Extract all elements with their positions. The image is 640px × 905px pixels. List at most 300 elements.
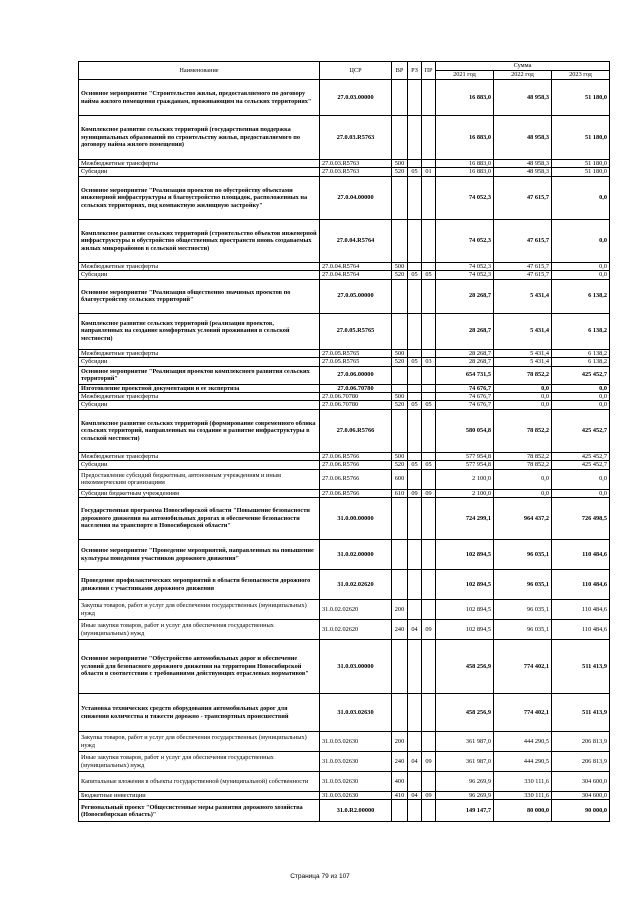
cell-name: Комплексное развитие сельских территорий (строительство объектов инженерной инфраструктуры и обустройство общественных пространств вновь создаваемых жилых микрорайонов в сельской местности) bbox=[79, 219, 320, 262]
table-row bbox=[79, 384, 610, 392]
cell-name: Субсидии bbox=[79, 358, 320, 366]
cell-csr: 27.0.04.R5764 bbox=[320, 219, 392, 262]
page-label: Страница bbox=[290, 873, 320, 880]
cell-pr bbox=[422, 540, 436, 570]
cell-name: Иные закупки товаров, работ и услуг для обеспечения государственных (муниципальных) нужд bbox=[79, 752, 320, 772]
cell-amount-2021: 724 299,1 bbox=[436, 498, 494, 540]
cell-pr bbox=[422, 366, 436, 384]
cell-vr bbox=[392, 540, 408, 570]
cell-amount-2023: 6 138,2 bbox=[552, 358, 610, 366]
cell-amount-2022: 80 000,0 bbox=[494, 800, 552, 822]
table-row bbox=[79, 409, 610, 452]
cell-amount-2023: 0,0 bbox=[552, 401, 610, 409]
cell-name: Межбюджетные трансферты bbox=[79, 262, 320, 270]
cell-pr: 09 bbox=[422, 752, 436, 772]
table-row bbox=[79, 168, 610, 176]
budget-table bbox=[78, 61, 610, 822]
cell-vr: 400 bbox=[392, 772, 408, 792]
cell-vr: 520 bbox=[392, 358, 408, 366]
cell-pr: 09 bbox=[422, 620, 436, 640]
cell-csr: 27.0.04.R5764 bbox=[320, 271, 392, 279]
cell-amount-2021: 458 256,9 bbox=[436, 640, 494, 694]
cell-name: Субсидии бюджетным учреждениям bbox=[79, 489, 320, 497]
cell-csr: 31.0.02.02620 bbox=[320, 570, 392, 600]
cell-name: Межбюджетные трансферты bbox=[79, 392, 320, 400]
table-row bbox=[79, 732, 610, 752]
cell-pr bbox=[422, 262, 436, 270]
cell-vr bbox=[392, 219, 408, 262]
cell-vr: 520 bbox=[392, 168, 408, 176]
table-row bbox=[79, 792, 610, 800]
cell-csr: 27.0.03.00000 bbox=[320, 80, 392, 116]
cell-pr bbox=[422, 80, 436, 116]
cell-amount-2023: 206 813,9 bbox=[552, 752, 610, 772]
cell-vr bbox=[392, 694, 408, 732]
cell-csr: 27.0.06.70780 bbox=[320, 401, 392, 409]
table-row bbox=[79, 498, 610, 540]
cell-rz bbox=[408, 540, 422, 570]
table-row bbox=[79, 262, 610, 270]
cell-amount-2022: 96 035,1 bbox=[494, 600, 552, 620]
cell-amount-2022: 0,0 bbox=[494, 469, 552, 489]
table-body bbox=[79, 80, 610, 822]
cell-rz bbox=[408, 498, 422, 540]
page-total: 107 bbox=[338, 873, 350, 880]
cell-amount-2021: 74 676,7 bbox=[436, 392, 494, 400]
cell-pr bbox=[422, 452, 436, 460]
cell-csr: 31.0.02.02620 bbox=[320, 600, 392, 620]
col-header-year-2022: 2022 год bbox=[494, 71, 552, 80]
cell-amount-2022: 96 035,1 bbox=[494, 620, 552, 640]
cell-amount-2021: 2 100,0 bbox=[436, 469, 494, 489]
cell-rz: 04 bbox=[408, 620, 422, 640]
cell-amount-2022: 78 852,2 bbox=[494, 366, 552, 384]
cell-amount-2022: 444 290,5 bbox=[494, 732, 552, 752]
cell-pr bbox=[422, 694, 436, 732]
cell-rz bbox=[408, 176, 422, 219]
cell-csr: 31.0.03.02630 bbox=[320, 752, 392, 772]
cell-amount-2021: 2 100,0 bbox=[436, 489, 494, 497]
table-row bbox=[79, 358, 610, 366]
cell-csr: 31.0.03.02630 bbox=[320, 732, 392, 752]
cell-pr bbox=[422, 349, 436, 357]
cell-amount-2022: 444 290,5 bbox=[494, 752, 552, 772]
cell-csr: 27.0.06.R5766 bbox=[320, 461, 392, 469]
table-row bbox=[79, 160, 610, 168]
cell-amount-2023: 6 138,2 bbox=[552, 279, 610, 313]
cell-amount-2023: 51 180,0 bbox=[552, 160, 610, 168]
cell-vr: 500 bbox=[392, 452, 408, 460]
cell-pr bbox=[422, 800, 436, 822]
cell-csr: 27.0.06.70780 bbox=[320, 392, 392, 400]
cell-csr: 31.0.03.02630 bbox=[320, 694, 392, 732]
cell-amount-2021: 16 883,0 bbox=[436, 80, 494, 116]
cell-amount-2022: 5 431,4 bbox=[494, 279, 552, 313]
cell-amount-2022: 96 035,1 bbox=[494, 540, 552, 570]
cell-pr bbox=[422, 384, 436, 392]
table-row bbox=[79, 461, 610, 469]
cell-rz bbox=[408, 262, 422, 270]
table-row bbox=[79, 489, 610, 497]
cell-amount-2023: 51 180,0 bbox=[552, 80, 610, 116]
cell-csr: 27.0.06.R5766 bbox=[320, 469, 392, 489]
cell-vr: 500 bbox=[392, 392, 408, 400]
cell-rz bbox=[408, 452, 422, 460]
cell-amount-2023: 511 413,9 bbox=[552, 640, 610, 694]
cell-amount-2021: 102 894,5 bbox=[436, 540, 494, 570]
cell-name: Основное мероприятие "Обустройство автомобильных дорог и обеспечение условий для безопасного дорожного движения на территории Новосибирской области в соответствии с требованиями действующих отраслевых нормативов" bbox=[79, 640, 320, 694]
cell-name: Основное мероприятие "Строительство жилья, предоставляемого по договору найма жилого помещения гражданам, проживающим на сельских территориях" bbox=[79, 80, 320, 116]
col-header-pr: ПР bbox=[422, 62, 436, 80]
table-row bbox=[79, 349, 610, 357]
cell-csr: 27.0.03.R5763 bbox=[320, 116, 392, 160]
cell-amount-2022: 78 852,2 bbox=[494, 461, 552, 469]
cell-name: Государственная программа Новосибирской области "Повышение безопасности дорожного движения на автомобильных дорогах и обеспечение безопасности населения на транспорте в Новосибирской области" bbox=[79, 498, 320, 540]
cell-rz bbox=[408, 349, 422, 357]
cell-rz bbox=[408, 694, 422, 732]
cell-csr: 27.0.05.R5765 bbox=[320, 313, 392, 349]
cell-amount-2023: 51 180,0 bbox=[552, 168, 610, 176]
cell-amount-2021: 102 894,5 bbox=[436, 620, 494, 640]
cell-amount-2023: 511 413,9 bbox=[552, 694, 610, 732]
cell-vr: 500 bbox=[392, 262, 408, 270]
cell-name: Бюджетные инвестиции bbox=[79, 792, 320, 800]
cell-vr: 520 bbox=[392, 461, 408, 469]
cell-amount-2023: 0,0 bbox=[552, 469, 610, 489]
cell-csr: 27.0.04.R5764 bbox=[320, 262, 392, 270]
cell-name: Капитальные вложения в объекты государственной (муниципальной) собственности bbox=[79, 772, 320, 792]
cell-pr bbox=[422, 409, 436, 452]
table-row bbox=[79, 80, 610, 116]
cell-csr: 31.0.03.02630 bbox=[320, 772, 392, 792]
cell-pr: 05 bbox=[422, 461, 436, 469]
cell-amount-2021: 361 987,0 bbox=[436, 732, 494, 752]
cell-rz bbox=[408, 732, 422, 752]
cell-amount-2021: 96 269,9 bbox=[436, 772, 494, 792]
cell-name: Закупка товаров, работ и услуг для обеспечения государственных (муниципальных) нужд bbox=[79, 600, 320, 620]
cell-name: Основное мероприятие "Проведение мероприятий, направленных на повышение культуры поведения участников дорожного движения" bbox=[79, 540, 320, 570]
cell-name: Субсидии bbox=[79, 461, 320, 469]
cell-rz: 04 bbox=[408, 752, 422, 772]
cell-rz bbox=[408, 313, 422, 349]
table-row bbox=[79, 694, 610, 732]
cell-name: Изготовление проектной документации и ее экспертиза bbox=[79, 384, 320, 392]
cell-amount-2022: 78 852,2 bbox=[494, 452, 552, 460]
cell-amount-2023: 110 484,6 bbox=[552, 570, 610, 600]
cell-vr: 240 bbox=[392, 752, 408, 772]
cell-rz: 04 bbox=[408, 792, 422, 800]
cell-pr bbox=[422, 640, 436, 694]
cell-rz: 05 bbox=[408, 461, 422, 469]
cell-csr: 27.0.06.00000 bbox=[320, 366, 392, 384]
cell-amount-2022: 47 615,7 bbox=[494, 219, 552, 262]
cell-amount-2023: 0,0 bbox=[552, 219, 610, 262]
cell-amount-2023: 726 498,5 bbox=[552, 498, 610, 540]
cell-amount-2022: 774 402,1 bbox=[494, 694, 552, 732]
cell-amount-2021: 28 268,7 bbox=[436, 349, 494, 357]
table-row bbox=[79, 772, 610, 792]
cell-vr: 610 bbox=[392, 489, 408, 497]
cell-vr bbox=[392, 409, 408, 452]
cell-amount-2022: 47 615,7 bbox=[494, 176, 552, 219]
cell-amount-2023: 90 000,0 bbox=[552, 800, 610, 822]
cell-csr: 27.0.03.R5763 bbox=[320, 168, 392, 176]
cell-rz bbox=[408, 392, 422, 400]
col-header-sum: Сумма bbox=[436, 62, 610, 71]
cell-pr bbox=[422, 732, 436, 752]
table-row bbox=[79, 176, 610, 219]
cell-amount-2021: 577 954,8 bbox=[436, 461, 494, 469]
cell-csr: 27.0.05.R5765 bbox=[320, 358, 392, 366]
cell-name: Межбюджетные трансферты bbox=[79, 452, 320, 460]
cell-amount-2022: 5 431,4 bbox=[494, 313, 552, 349]
cell-rz bbox=[408, 366, 422, 384]
cell-pr bbox=[422, 392, 436, 400]
cell-vr: 520 bbox=[392, 401, 408, 409]
cell-csr: 31.0.02.00000 bbox=[320, 540, 392, 570]
cell-name: Установка технических средств оборудования автомобильных дорог для снижения количества и тяжести дорожно - транспортных происшествий bbox=[79, 694, 320, 732]
cell-rz: 05 bbox=[408, 401, 422, 409]
cell-rz bbox=[408, 640, 422, 694]
table-row bbox=[79, 219, 610, 262]
table-row bbox=[79, 116, 610, 160]
cell-rz bbox=[408, 600, 422, 620]
cell-vr: 500 bbox=[392, 349, 408, 357]
cell-name: Иные закупки товаров, работ и услуг для обеспечения государственных (муниципальных) нужд bbox=[79, 620, 320, 640]
cell-rz bbox=[408, 219, 422, 262]
cell-name: Закупка товаров, работ и услуг для обеспечения государственных (муниципальных) нужд bbox=[79, 732, 320, 752]
cell-pr: 05 bbox=[422, 271, 436, 279]
cell-amount-2022: 48 958,3 bbox=[494, 116, 552, 160]
cell-name: Региональный проект "Общесистемные меры развития дорожного хозяйства (Новосибирская область)" bbox=[79, 800, 320, 822]
table-row bbox=[79, 540, 610, 570]
cell-vr bbox=[392, 384, 408, 392]
cell-amount-2022: 47 615,7 bbox=[494, 262, 552, 270]
cell-name: Комплексное развитие сельских территорий (формирование современного облика сельских территорий, направленных на создание и развитие инфраструктуры в сельской местности) bbox=[79, 409, 320, 452]
cell-amount-2022: 5 431,4 bbox=[494, 358, 552, 366]
cell-pr: 03 bbox=[422, 358, 436, 366]
cell-amount-2023: 206 813,9 bbox=[552, 732, 610, 752]
table-row bbox=[79, 313, 610, 349]
cell-amount-2023: 0,0 bbox=[552, 262, 610, 270]
cell-pr bbox=[422, 600, 436, 620]
cell-amount-2021: 458 256,9 bbox=[436, 694, 494, 732]
cell-name: Проведение профилактических мероприятий в области безопасности дорожного движения с участниками дорожного движения bbox=[79, 570, 320, 600]
cell-pr: 09 bbox=[422, 489, 436, 497]
cell-amount-2023: 6 138,2 bbox=[552, 313, 610, 349]
cell-vr bbox=[392, 366, 408, 384]
cell-amount-2021: 74 052,3 bbox=[436, 176, 494, 219]
table-row bbox=[79, 570, 610, 600]
table-row bbox=[79, 600, 610, 620]
cell-amount-2021: 74 052,3 bbox=[436, 271, 494, 279]
table-row bbox=[79, 640, 610, 694]
cell-csr: 27.0.05.R5765 bbox=[320, 349, 392, 357]
cell-name: Межбюджетные трансферты bbox=[79, 349, 320, 357]
cell-name: Субсидии bbox=[79, 271, 320, 279]
col-header-vr: ВР bbox=[392, 62, 408, 80]
cell-amount-2022: 774 402,1 bbox=[494, 640, 552, 694]
cell-name: Субсидии bbox=[79, 168, 320, 176]
cell-vr: 240 bbox=[392, 620, 408, 640]
page-current: 79 bbox=[321, 873, 329, 880]
table-row bbox=[79, 469, 610, 489]
cell-amount-2022: 5 431,4 bbox=[494, 349, 552, 357]
cell-amount-2021: 96 269,9 bbox=[436, 792, 494, 800]
table-row bbox=[79, 401, 610, 409]
cell-amount-2022: 0,0 bbox=[494, 384, 552, 392]
cell-amount-2021: 580 054,8 bbox=[436, 409, 494, 452]
cell-amount-2023: 425 452,7 bbox=[552, 452, 610, 460]
cell-amount-2023: 110 484,6 bbox=[552, 540, 610, 570]
col-header-year-2023: 2023 год bbox=[552, 71, 610, 80]
cell-rz bbox=[408, 409, 422, 452]
cell-name: Субсидии bbox=[79, 401, 320, 409]
cell-rz: 05 bbox=[408, 358, 422, 366]
cell-csr: 27.0.03.R5763 bbox=[320, 160, 392, 168]
cell-vr bbox=[392, 640, 408, 694]
cell-pr bbox=[422, 313, 436, 349]
col-header-name: Наименование bbox=[79, 62, 320, 80]
cell-name: Предоставление субсидий бюджетным, автономным учреждениям и иным некоммерческим организациям bbox=[79, 469, 320, 489]
cell-rz bbox=[408, 384, 422, 392]
cell-amount-2022: 330 111,6 bbox=[494, 772, 552, 792]
cell-amount-2021: 16 883,0 bbox=[436, 168, 494, 176]
cell-csr: 27.0.06.R5766 bbox=[320, 452, 392, 460]
cell-vr bbox=[392, 313, 408, 349]
page-separator: из bbox=[330, 873, 338, 880]
cell-pr: 05 bbox=[422, 401, 436, 409]
cell-rz: 09 bbox=[408, 489, 422, 497]
cell-vr: 500 bbox=[392, 160, 408, 168]
table-row bbox=[79, 752, 610, 772]
cell-rz bbox=[408, 279, 422, 313]
cell-amount-2021: 28 268,7 bbox=[436, 279, 494, 313]
cell-rz bbox=[408, 570, 422, 600]
cell-csr: 27.0.05.00000 bbox=[320, 279, 392, 313]
cell-vr bbox=[392, 80, 408, 116]
cell-amount-2021: 149 147,7 bbox=[436, 800, 494, 822]
cell-amount-2021: 102 894,5 bbox=[436, 600, 494, 620]
cell-rz bbox=[408, 469, 422, 489]
cell-csr: 31.0.03.00000 bbox=[320, 640, 392, 694]
cell-amount-2021: 74 676,7 bbox=[436, 384, 494, 392]
cell-amount-2022: 96 035,1 bbox=[494, 570, 552, 600]
cell-vr: 520 bbox=[392, 271, 408, 279]
cell-pr: 01 bbox=[422, 168, 436, 176]
cell-amount-2023: 0,0 bbox=[552, 176, 610, 219]
cell-pr bbox=[422, 469, 436, 489]
cell-csr: 31.0.R2.00000 bbox=[320, 800, 392, 822]
cell-amount-2022: 0,0 bbox=[494, 401, 552, 409]
table-row bbox=[79, 366, 610, 384]
col-header-rz: РЗ bbox=[408, 62, 422, 80]
cell-pr: 09 bbox=[422, 792, 436, 800]
cell-amount-2021: 16 883,0 bbox=[436, 116, 494, 160]
cell-amount-2021: 74 676,7 bbox=[436, 401, 494, 409]
cell-csr: 31.0.00.00000 bbox=[320, 498, 392, 540]
cell-rz: 05 bbox=[408, 271, 422, 279]
cell-pr bbox=[422, 772, 436, 792]
cell-pr bbox=[422, 160, 436, 168]
cell-pr bbox=[422, 176, 436, 219]
cell-csr: 27.0.04.00000 bbox=[320, 176, 392, 219]
cell-vr bbox=[392, 176, 408, 219]
cell-rz: 05 bbox=[408, 168, 422, 176]
cell-vr bbox=[392, 116, 408, 160]
cell-amount-2022: 0,0 bbox=[494, 392, 552, 400]
cell-amount-2021: 361 987,0 bbox=[436, 752, 494, 772]
cell-vr: 200 bbox=[392, 600, 408, 620]
cell-amount-2023: 0,0 bbox=[552, 392, 610, 400]
cell-csr: 27.0.06.R5766 bbox=[320, 489, 392, 497]
cell-csr: 31.0.03.02630 bbox=[320, 792, 392, 800]
cell-amount-2021: 102 894,5 bbox=[436, 570, 494, 600]
cell-pr bbox=[422, 219, 436, 262]
cell-vr: 200 bbox=[392, 732, 408, 752]
cell-pr bbox=[422, 279, 436, 313]
cell-amount-2021: 577 954,8 bbox=[436, 452, 494, 460]
cell-amount-2023: 110 484,6 bbox=[552, 620, 610, 640]
cell-amount-2021: 28 268,7 bbox=[436, 358, 494, 366]
cell-name: Комплексное развитие сельских территорий (государственная поддержка муниципальных образований по строительству жилья, предоставляемого по договору найма жилого помещения) bbox=[79, 116, 320, 160]
cell-amount-2023: 425 452,7 bbox=[552, 409, 610, 452]
cell-rz bbox=[408, 80, 422, 116]
cell-pr bbox=[422, 498, 436, 540]
cell-amount-2023: 110 484,6 bbox=[552, 600, 610, 620]
cell-amount-2023: 6 138,2 bbox=[552, 349, 610, 357]
cell-pr bbox=[422, 570, 436, 600]
table-row bbox=[79, 279, 610, 313]
cell-amount-2021: 74 052,3 bbox=[436, 262, 494, 270]
cell-amount-2022: 48 958,3 bbox=[494, 160, 552, 168]
cell-amount-2023: 0,0 bbox=[552, 271, 610, 279]
cell-amount-2022: 330 111,6 bbox=[494, 792, 552, 800]
cell-csr: 31.0.02.02620 bbox=[320, 620, 392, 640]
cell-rz bbox=[408, 116, 422, 160]
table-row bbox=[79, 800, 610, 822]
cell-name: Межбюджетные трансферты bbox=[79, 160, 320, 168]
cell-rz bbox=[408, 800, 422, 822]
table-row bbox=[79, 392, 610, 400]
cell-rz bbox=[408, 772, 422, 792]
cell-amount-2021: 74 052,3 bbox=[436, 219, 494, 262]
table-row bbox=[79, 452, 610, 460]
table-row bbox=[79, 620, 610, 640]
cell-amount-2023: 425 452,7 bbox=[552, 461, 610, 469]
col-header-year-2021: 2021 год bbox=[436, 71, 494, 80]
table-header bbox=[79, 62, 610, 80]
cell-vr: 600 bbox=[392, 469, 408, 489]
cell-amount-2021: 654 731,5 bbox=[436, 366, 494, 384]
cell-name: Основное мероприятие "Реализация проектов комплексного развития сельских территорий" bbox=[79, 366, 320, 384]
cell-vr bbox=[392, 570, 408, 600]
cell-amount-2023: 425 452,7 bbox=[552, 366, 610, 384]
cell-amount-2023: 0,0 bbox=[552, 384, 610, 392]
page-footer bbox=[0, 873, 640, 880]
cell-name: Основное мероприятие "Реализация проектов по обустройству объектами инженерной инфраструктуры и благоустройство площадок, расположенных на сельских территориях, под компактную жилищную застройку" bbox=[79, 176, 320, 219]
cell-amount-2023: 304 600,0 bbox=[552, 772, 610, 792]
cell-amount-2023: 51 180,0 bbox=[552, 116, 610, 160]
cell-vr bbox=[392, 498, 408, 540]
cell-vr bbox=[392, 279, 408, 313]
cell-name: Комплексное развитие сельских территорий (реализация проектов, направленных на создание комфортных условий проживания в сельской местности) bbox=[79, 313, 320, 349]
cell-amount-2022: 48 958,3 bbox=[494, 168, 552, 176]
cell-pr bbox=[422, 116, 436, 160]
cell-amount-2022: 47 615,7 bbox=[494, 271, 552, 279]
table-row bbox=[79, 271, 610, 279]
col-header-csr: ЦСР bbox=[320, 62, 392, 80]
